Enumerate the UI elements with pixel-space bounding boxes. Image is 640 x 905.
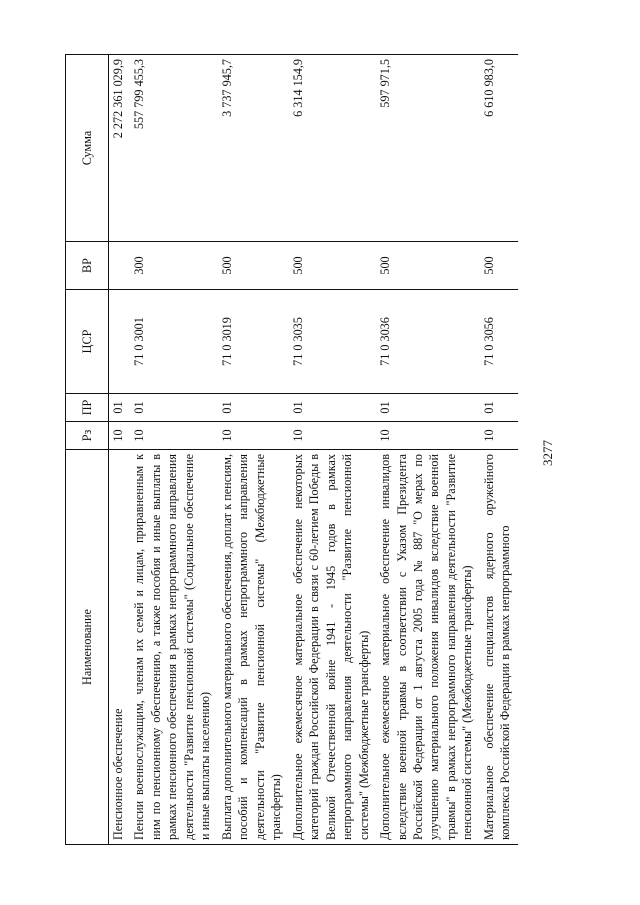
row-rz: 10 (130, 422, 217, 450)
row-pr: 01 (289, 394, 376, 422)
header-name: Наименование (66, 450, 109, 845)
table-row (109, 55, 131, 845)
row-rz: 10 (376, 422, 480, 450)
budget-table (65, 54, 518, 845)
table-row (376, 55, 480, 845)
row-rz: 10 (218, 422, 289, 450)
row-pr: 01 (130, 394, 217, 422)
row-vr: 500 (376, 242, 480, 290)
row-name: Дополнительное ежемесячное материальное обеспечение инвалидов вследствие военной травмы в соответствии с Указом Президента Российской Федерации от 1 августа 2005 года № 887 "О мерах по улучшению материального положения инвалидов вследствие военной травмы" в рамках непрограммного направления деятельности "Развитие пенсионной системы" (Межбюджетные трансферты) (376, 450, 480, 845)
row-name: Дополнительное ежемесячное материальное обеспечение некоторых категорий граждан Российской Федерации в связи с 60-летием Победы в Великой Отечественной войне 1941 - 1945 годов в рамках непрограммного направления деятельности "Развитие пенсионной системы" (Межбюджетные трансферты) (289, 450, 376, 845)
page-number: 3277 (540, 439, 555, 466)
row-name: Пенсии военнослужащим, членам их семей и лицам, приравненным к ним по пенсионному обеспечению, а также пособия и иные выплаты в рамках пенсионного обеспечения в рамках непрограммного направления деятельности "Развитие пенсионной системы" (Социальное обеспечение и иные выплаты населению) (130, 450, 217, 845)
row-csr: 71 0 3056 (480, 290, 518, 394)
header-csr: ЦСР (66, 290, 109, 394)
row-sum: 6 610 983,0 (480, 55, 518, 242)
row-name: Выплата дополнительного материального обеспечения, доплат к пенсиям, пособий и компенсаций в рамках непрограммного направления деятельности "Развитие пенсионной системы" (Межбюджетные трансферты) (218, 450, 289, 845)
header-pr: ПР (66, 394, 109, 422)
row-rz: 10 (480, 422, 518, 450)
row-rz: 10 (109, 422, 131, 450)
table-row (218, 55, 289, 845)
row-pr: 01 (376, 394, 480, 422)
header-rz: Рз (66, 422, 109, 450)
table-body (109, 55, 518, 845)
row-vr: 500 (289, 242, 376, 290)
row-csr: 71 0 3035 (289, 290, 376, 394)
row-csr (109, 290, 131, 394)
row-csr: 71 0 3019 (218, 290, 289, 394)
row-csr: 71 0 3036 (376, 290, 480, 394)
row-pr: 01 (218, 394, 289, 422)
row-vr: 300 (130, 242, 217, 290)
table-row (289, 55, 376, 845)
row-name: Материальное обеспечение специалистов ядерного оружейного комплекса Российской Федерации в рамках непрограммного (480, 450, 518, 845)
row-sum: 597 971,5 (376, 55, 480, 242)
header-vr: ВР (66, 242, 109, 290)
row-sum: 557 799 455,3 (130, 55, 217, 242)
table-row (480, 55, 518, 845)
row-pr: 01 (480, 394, 518, 422)
row-vr: 500 (218, 242, 289, 290)
row-rz: 10 (289, 422, 376, 450)
table-row (130, 55, 217, 845)
row-csr: 71 0 3001 (130, 290, 217, 394)
header-sum: Сумма (66, 55, 109, 242)
row-vr (109, 242, 131, 290)
row-vr: 500 (480, 242, 518, 290)
rotated-page (65, 55, 625, 845)
row-name: Пенсионное обеспечение (109, 450, 131, 845)
row-pr: 01 (109, 394, 131, 422)
row-sum: 2 272 361 029,9 (109, 55, 131, 242)
table-header (66, 55, 109, 845)
row-sum: 6 314 154,9 (289, 55, 376, 242)
row-sum: 3 737 945,7 (218, 55, 289, 242)
